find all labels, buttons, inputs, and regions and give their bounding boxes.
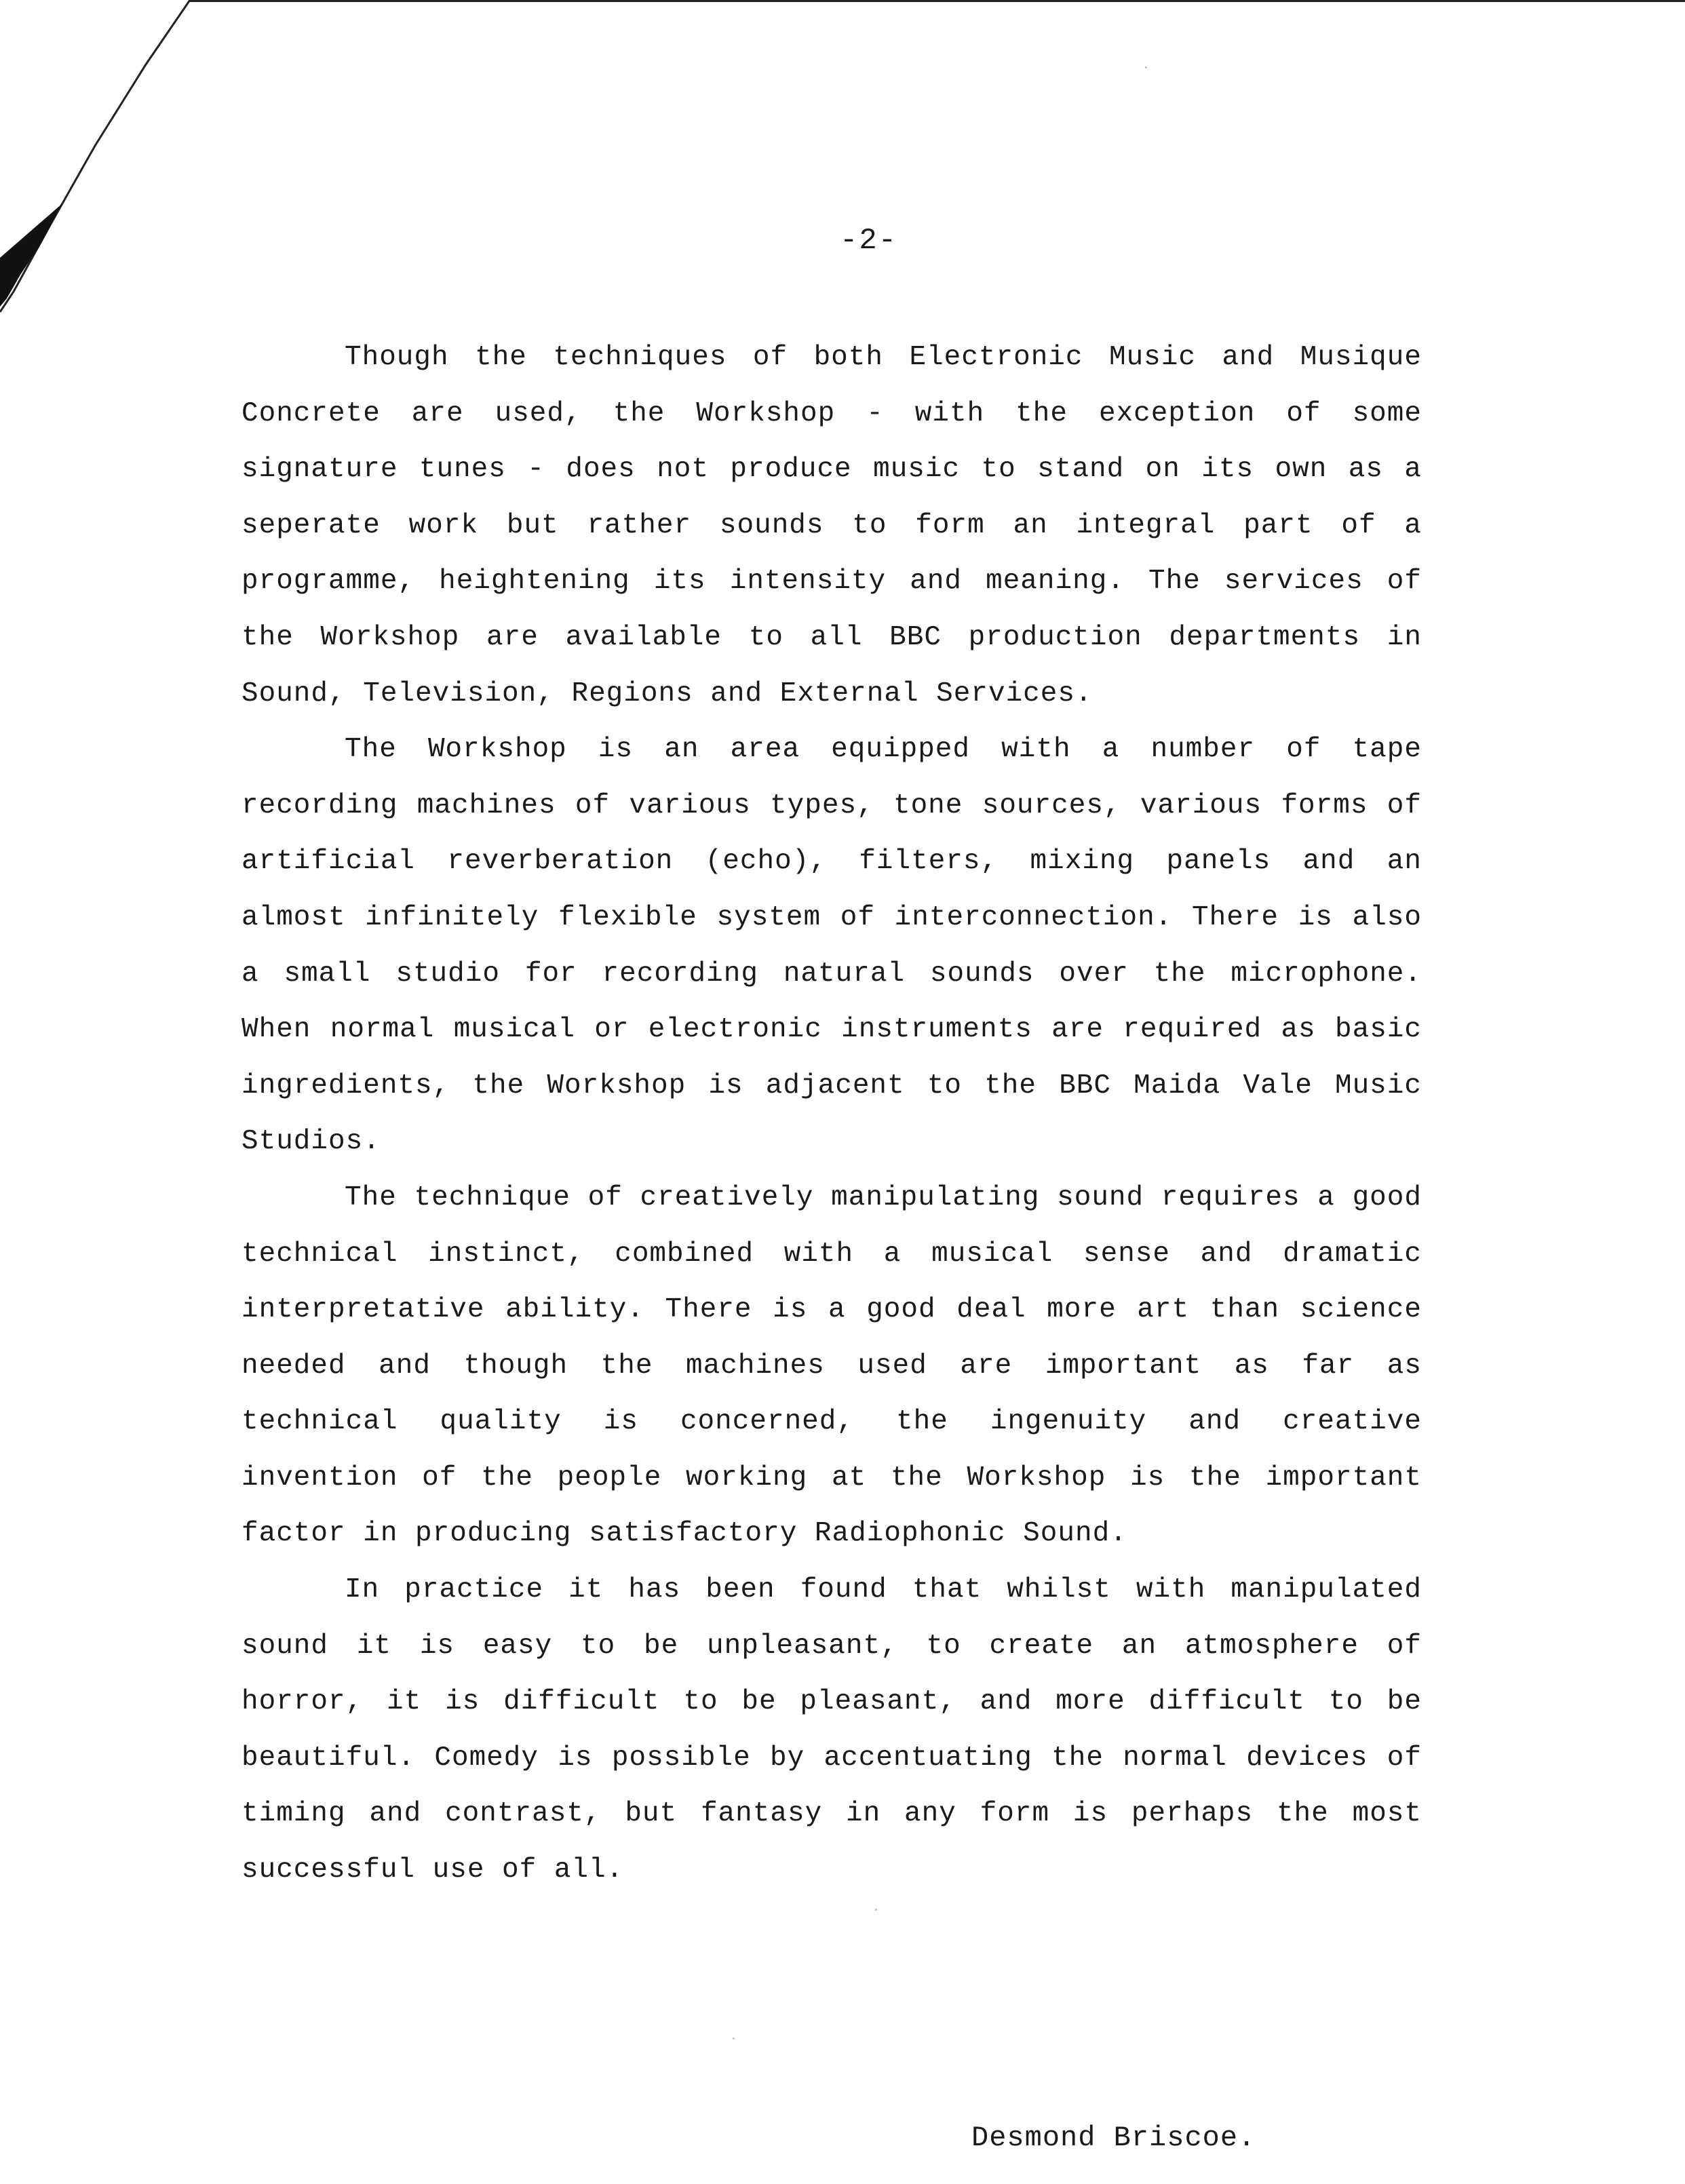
body-text: [241, 330, 1422, 1898]
paragraph: Though the techniques of both Electronic Music and Musique Concrete are used, the Workshop - with the exception of some signature tunes - does not produce music to stand on its own as a seperate work but rather sounds to form an integral part of a programme, heightening its intensity and meaning. The services of the Workshop are available to all BBC production departments in Sound, Television, Regions and External Services.: [241, 342, 1422, 709]
paragraph: The Workshop is an area equipped with a number of tape recording machines of various types, tone sources, various forms of artificial reverberation (echo), filters, mixing panels and an almost infinitely flexible system of interconnection. There is also a small studio for recording natural sounds over the microphone. When normal musical or electronic instruments are required as basic ingredients, the Workshop is adjacent to the BBC Maida Vale Music Studios.: [241, 734, 1422, 1158]
page-number: -2-: [840, 224, 898, 258]
signature: Desmond Briscoe.: [971, 2122, 1256, 2154]
top-edge-rule: [190, 0, 1685, 2]
paper-speck: [1145, 66, 1147, 69]
paper-speck: [733, 2037, 735, 2040]
paragraph: The technique of creatively manipulating sound requires a good technical instinct, combined with a musical sense and dramatic interpretative ability. There is a good deal more art than science needed and though the machines used are important as far as technical quality is concerned, the ingenuity and creative invention of the people working at the Workshop is the important factor in producing satisfactory Radiophonic Sound.: [241, 1182, 1422, 1550]
paragraph: In practice it has been found that whilst with manipulated sound it is easy to be unpleasant, to create an atmosphere of horror, it is difficult to be pleasant, and more difficult to be beautiful. Comedy is possible by accentuating the normal devices of timing and contrast, but fantasy in any form is perhaps the most successful use of all.: [241, 1574, 1422, 1886]
paper-speck: [875, 1909, 877, 1911]
page-edge-shadow: [0, 0, 204, 319]
